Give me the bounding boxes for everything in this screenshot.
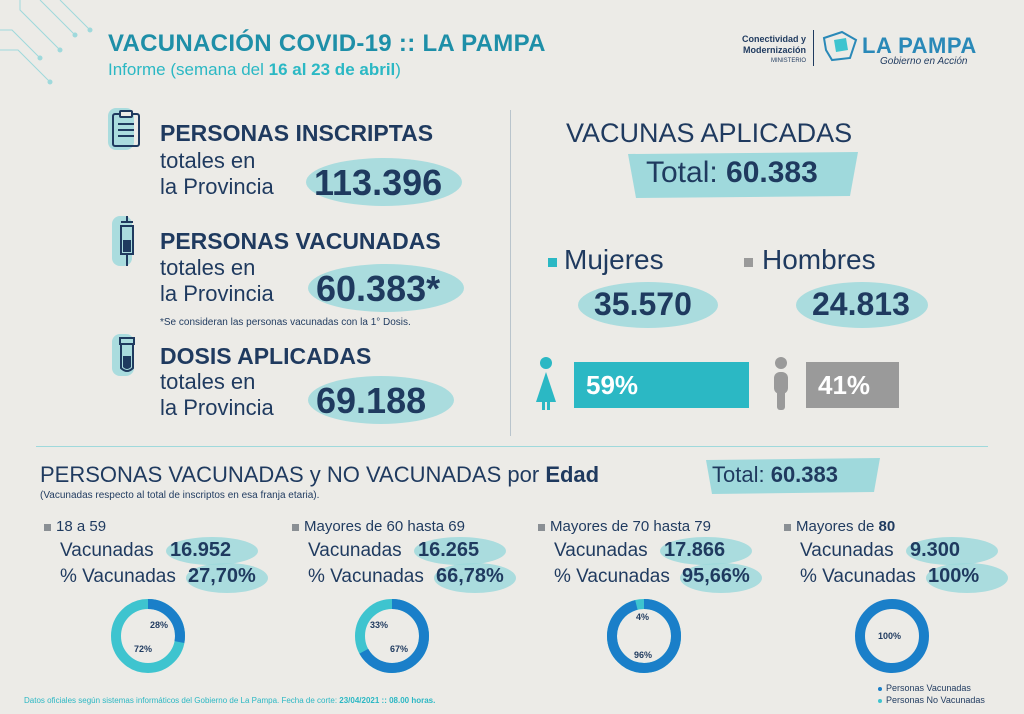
bullet-square bbox=[44, 524, 51, 531]
vacunadas-count: 17.866 bbox=[664, 539, 726, 561]
la-pampa-logo: LA PAMPA bbox=[862, 33, 977, 58]
hombres-legend-square bbox=[744, 258, 753, 267]
dosis-line1: totales en bbox=[160, 369, 256, 394]
mujeres-label: Mujeres bbox=[564, 244, 664, 275]
pct-value: 66,78% bbox=[436, 565, 504, 587]
inscriptas-heading: PERSONAS INSCRIPTAS bbox=[160, 120, 434, 146]
vacunadas-count: 16.952 bbox=[170, 539, 232, 561]
hombres-label: Hombres bbox=[762, 244, 876, 275]
legend-no-vacunadas: Personas No Vacunadas bbox=[878, 695, 985, 705]
vacunadas-count: 9.300 bbox=[910, 539, 961, 561]
hombres-percent-bar: 41% bbox=[806, 362, 899, 408]
vial-icon bbox=[114, 336, 140, 376]
donut-label-vacunadas: 96% bbox=[634, 650, 653, 660]
age-donut-chart bbox=[347, 591, 437, 681]
age-donut-chart bbox=[103, 591, 193, 681]
section-divider bbox=[36, 446, 988, 447]
vacunadas-footnote: *Se consideran las personas vacunadas con la 1° Dosis. bbox=[160, 317, 411, 328]
inscriptas-value: 113.396 bbox=[314, 162, 443, 203]
footer-source: Datos oficiales según sistemas informáticos del Gobierno de La Pampa. Fecha de corte: 23/04/2021 :: 08.00 horas. bbox=[24, 696, 436, 705]
ministry-logo-text: Conectividad y Modernización MINISTERIO bbox=[741, 34, 806, 64]
vacunadas-value: 60.383* bbox=[316, 268, 441, 309]
inscriptas-line2: la Provincia bbox=[160, 174, 274, 199]
aplicadas-title: VACUNAS APLICADAS bbox=[566, 118, 853, 148]
donut-label-vacunadas: 67% bbox=[390, 644, 409, 654]
pct-label: % Vacunadas bbox=[554, 566, 670, 587]
vacunadas-label: Vacunadas bbox=[308, 540, 402, 561]
syringe-icon bbox=[112, 214, 142, 270]
page-subtitle: Informe (semana del 16 al 23 de abril) bbox=[108, 60, 401, 79]
male-icon bbox=[770, 356, 792, 412]
inscriptas-line1: totales en bbox=[160, 148, 256, 173]
clipboard-icon bbox=[110, 110, 144, 150]
bullet-square bbox=[538, 524, 545, 531]
age-donut-chart bbox=[599, 591, 689, 681]
donut-label-no-vacunadas: 33% bbox=[370, 620, 389, 630]
donut-label-vacunadas: 28% bbox=[150, 620, 169, 630]
la-pampa-map-icon bbox=[820, 28, 860, 64]
donut-label-no-vacunadas: 72% bbox=[134, 644, 153, 654]
vacunadas-count: 16.265 bbox=[418, 539, 480, 561]
dosis-heading: DOSIS APLICADAS bbox=[160, 343, 372, 369]
aplicadas-total: Total: 60.383 bbox=[646, 156, 818, 189]
page-title: VACUNACIÓN COVID-19 :: LA PAMPA bbox=[108, 30, 546, 57]
mujeres-legend-square bbox=[548, 258, 557, 267]
mujeres-value: 35.570 bbox=[594, 286, 692, 322]
legend-vacunadas: Personas Vacunadas bbox=[878, 683, 971, 693]
hombres-value: 24.813 bbox=[812, 286, 910, 322]
logo-divider bbox=[813, 30, 814, 66]
pct-label: % Vacunadas bbox=[800, 566, 916, 587]
dosis-value: 69.188 bbox=[316, 380, 427, 421]
age-group-title: Mayores de 70 hasta 79 bbox=[538, 518, 711, 535]
circuit-decoration bbox=[0, 0, 95, 100]
age-group-title: 18 a 59 bbox=[44, 518, 106, 535]
donut-label-no-vacunadas: 4% bbox=[636, 612, 650, 622]
logo-tagline: Gobierno en Acción bbox=[880, 56, 968, 67]
column-divider bbox=[510, 110, 511, 436]
bullet-square bbox=[292, 524, 299, 531]
pct-label: % Vacunadas bbox=[308, 566, 424, 587]
age-group-title: Mayores de 60 hasta 69 bbox=[292, 518, 465, 535]
dosis-line2: la Provincia bbox=[160, 395, 274, 420]
donut-label-vacunadas: 100% bbox=[878, 631, 902, 641]
bullet-square bbox=[784, 524, 791, 531]
vacunadas-label: Vacunadas bbox=[800, 540, 894, 561]
pct-label: % Vacunadas bbox=[60, 566, 176, 587]
vacunadas-label: Vacunadas bbox=[60, 540, 154, 561]
pct-value: 95,66% bbox=[682, 565, 750, 587]
vacunadas-line1: totales en bbox=[160, 255, 256, 280]
pct-value: 100% bbox=[928, 565, 980, 587]
vacunadas-heading: PERSONAS VACUNADAS bbox=[160, 228, 441, 254]
mujeres-percent-bar: 59% bbox=[574, 362, 749, 408]
age-group-title: Mayores de 80 bbox=[784, 518, 895, 535]
edad-total: Total: 60.383 bbox=[712, 462, 838, 487]
pct-value: 27,70% bbox=[188, 565, 256, 587]
vacunadas-label: Vacunadas bbox=[554, 540, 648, 561]
edad-note: (Vacunadas respecto al total de inscriptos en esa franja etaria). bbox=[40, 490, 320, 501]
female-icon bbox=[534, 356, 558, 412]
vacunadas-line2: la Provincia bbox=[160, 281, 274, 306]
edad-title: PERSONAS VACUNADAS y NO VACUNADAS por Edad bbox=[40, 462, 600, 487]
